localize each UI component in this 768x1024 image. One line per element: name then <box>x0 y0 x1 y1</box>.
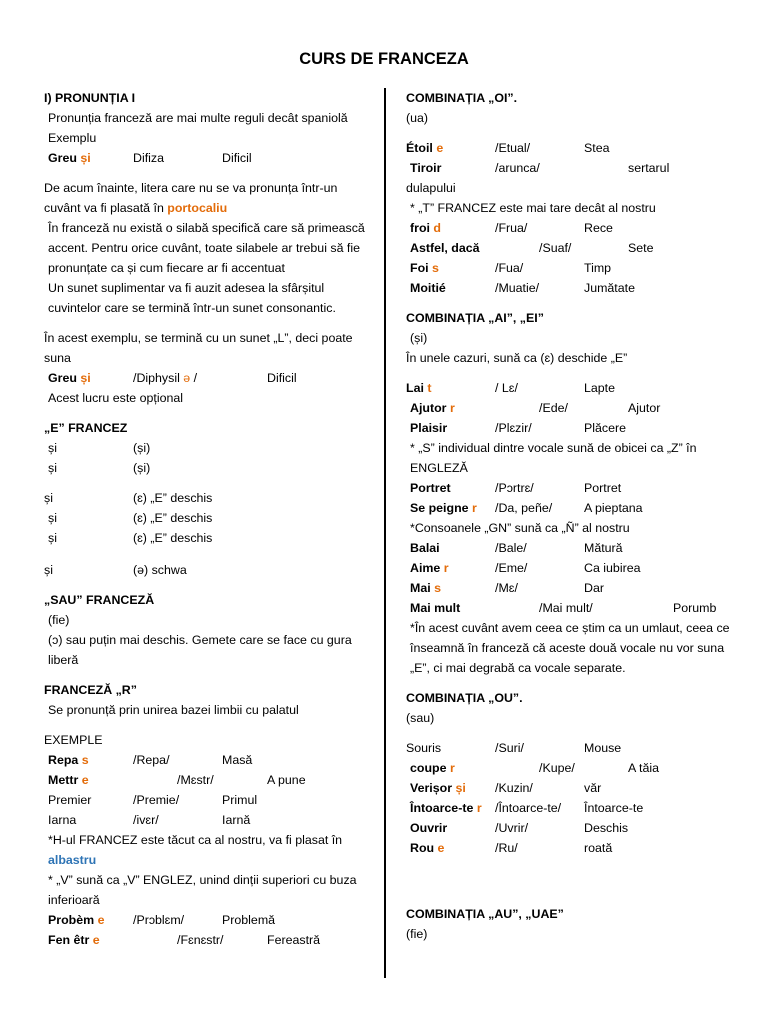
word: Greu <box>48 371 77 385</box>
note: * „S” individual dintre vocale sună de obicei ca „Z” în ENGLEZĂ <box>410 441 697 475</box>
example-row <box>406 218 738 238</box>
paragraph: (sau) <box>406 711 435 725</box>
paragraph: (ɔ) sau puțin mai deschis. Gemete care se face cu gura liberă <box>48 633 352 667</box>
word-cell <box>410 578 441 598</box>
silent-letter: e <box>437 841 445 855</box>
e-sound: (ɛ) „E” deschis <box>133 511 213 525</box>
example-row <box>406 258 738 278</box>
word: Étoil <box>406 141 433 155</box>
pronunciation-cell: /Uvrir/ <box>495 821 529 835</box>
word-cell <box>410 758 455 778</box>
translation-cell: Masă <box>222 753 253 767</box>
silent-letter: s <box>432 261 439 275</box>
word-cell <box>48 368 91 388</box>
note: *În acest cuvânt avem ceea ce știm ca un umlaut, ceea ce înseamnă în franceză că aceste două vocale nu vor suna „E”, ci mai degrabă ca vocale separate. <box>410 621 730 675</box>
section-heading-sau: „SAU” FRANCEZĂ <box>44 593 155 607</box>
example-row <box>406 778 738 798</box>
pronunciation-cell: /Fua/ <box>495 261 524 275</box>
pronunciation-cell: /Frua/ <box>495 221 528 235</box>
word-cell <box>48 930 100 950</box>
translation-cell: Dar <box>584 581 604 595</box>
silent-letter: și <box>80 151 91 165</box>
pronunciation-cell: /Da, peñe/ <box>495 501 553 515</box>
pronunciation-cell: /Etual/ <box>495 141 531 155</box>
silent-letter: și <box>80 371 91 385</box>
word-cell <box>410 558 449 578</box>
example-row <box>44 790 370 810</box>
translation-cell: A pune <box>267 773 306 787</box>
example-row <box>44 368 370 388</box>
translation-cell: Timp <box>584 261 612 275</box>
silent-letter: e <box>81 773 89 787</box>
word-cell <box>410 398 455 418</box>
word: Lai <box>406 381 424 395</box>
word-cell: Astfel, dacă <box>410 241 480 255</box>
pronunciation-cell: /Pɔrtrɛ/ <box>495 481 534 495</box>
wrapped-text: dulapului <box>406 181 456 195</box>
silent-letter: e <box>92 933 100 947</box>
translation-cell: Dificil <box>222 151 252 165</box>
paragraph: În unele cazuri, sună ca (ɛ) deschide „E” <box>406 351 628 365</box>
word-cell: Moitié <box>410 281 446 295</box>
note: *Consoanele „GN” sună ca „Ñ” al nostru <box>410 521 630 535</box>
word-cell: Mai mult <box>410 601 461 615</box>
word: Foi <box>410 261 429 275</box>
silent-letter: t <box>427 381 432 395</box>
silent-letter: și <box>455 781 466 795</box>
example-row <box>406 378 738 398</box>
word-cell <box>410 778 466 798</box>
section-heading-ou: COMBINAȚIA „OU”. <box>406 691 523 705</box>
translation-cell: Porumb <box>673 601 717 615</box>
e-letter: și <box>44 563 53 577</box>
translation-cell: Primul <box>222 793 258 807</box>
translation-cell: sertarul <box>628 161 670 175</box>
word-cell: Iarna <box>48 813 77 827</box>
translation-cell: Rece <box>584 221 613 235</box>
word: Se peigne <box>410 501 469 515</box>
page-title: CURS DE FRANCEZA <box>299 50 469 68</box>
word-cell <box>48 750 89 770</box>
silent-letter: r <box>449 401 455 415</box>
example-row <box>406 158 738 178</box>
section-heading-au: COMBINAȚIA „AU”, „UAE” <box>406 907 564 921</box>
paragraph: Exemplu <box>48 131 97 145</box>
pronunciation-cell: /Kupe/ <box>539 761 575 775</box>
e-sound: (și) <box>133 461 151 475</box>
translation-cell: roată <box>584 841 613 855</box>
pronunciation-cell: /Repa/ <box>133 753 170 767</box>
pronunciation-cell: /Suri/ <box>495 741 524 755</box>
translation-cell: A tăia <box>628 761 660 775</box>
pronunciation-cell: /Mɛstr/ <box>177 773 214 787</box>
translation-cell: Stea <box>584 141 610 155</box>
column-divider <box>384 88 386 978</box>
word-cell: Balai <box>410 541 440 555</box>
word-cell: Souris <box>406 741 442 755</box>
word: Rou <box>410 841 435 855</box>
word: Fen êtr <box>48 933 90 947</box>
translation-cell: Dificil <box>267 371 297 385</box>
paragraph: Pronunția franceză are mai multe reguli decât spaniolă <box>48 111 348 125</box>
pronunciation-part: / <box>190 371 198 385</box>
paragraph: (fie) <box>406 927 428 941</box>
pronunciation-part: /Diphysil <box>133 371 184 385</box>
example-row <box>44 810 370 830</box>
pronunciation-cell: /Întoarce-te/ <box>495 801 562 815</box>
blue-label: albastru <box>48 853 97 867</box>
example-row <box>44 148 370 168</box>
word-cell <box>410 798 482 818</box>
note-v: * „V” sună ca „V” ENGLEZ, unind dinții superiori cu buza inferioară <box>48 873 357 907</box>
section-heading-e: „E” FRANCEZ <box>44 421 128 435</box>
example-row <box>44 750 370 770</box>
example-row <box>406 478 738 498</box>
left-column <box>44 88 370 950</box>
pronunciation-cell: /Plɛzir/ <box>495 421 532 435</box>
pronunciation-cell: /Bale/ <box>495 541 527 555</box>
translation-cell: Ca iubirea <box>584 561 641 575</box>
pronunciation-cell: / Lɛ/ <box>495 381 518 395</box>
silent-letter: s <box>81 753 89 767</box>
orange-label: portocaliu <box>167 201 228 215</box>
example-row <box>406 818 738 838</box>
paragraph: (ua) <box>406 111 429 125</box>
paragraph: În franceză nu există o silabă specifică care să primească accent. Pentru orice cuvânt, toate silabele ar trebui să fie pronunțate ca și cum fiecare ar fi accentuat <box>48 221 365 275</box>
e-sound: (ə) schwa <box>133 563 187 577</box>
e-letter: și <box>48 531 57 545</box>
e-sound: (și) <box>133 441 151 455</box>
silent-letter: r <box>443 561 449 575</box>
word-cell <box>48 910 105 930</box>
e-letter: și <box>48 441 57 455</box>
paragraph: Un sunet suplimentar va fi auzit adesea la sfârșitul cuvintelor care se termină într-un sunet consonantic. <box>48 281 336 315</box>
e-row <box>44 508 370 528</box>
paragraph: Se pronunță prin unirea bazei limbii cu palatul <box>48 703 299 717</box>
note-h <box>44 830 370 870</box>
paragraph <box>44 178 370 218</box>
word-cell: Portret <box>410 481 451 495</box>
word: Verișor <box>410 781 453 795</box>
word: Aime <box>410 561 441 575</box>
examples-heading: EXEMPLE <box>44 733 103 747</box>
pronunciation-cell: /Prɔblɛm/ <box>133 913 185 927</box>
example-row <box>406 598 738 618</box>
note-text: *H-ul FRANCEZ este tăcut ca al nostru, va fi plasat în <box>48 833 343 847</box>
example-row <box>406 798 738 818</box>
right-column <box>406 88 738 944</box>
example-row <box>406 498 738 518</box>
e-row <box>44 438 370 458</box>
translation-cell: văr <box>584 781 602 795</box>
example-row <box>406 578 738 598</box>
paragraph: Acest lucru este opțional <box>48 391 183 405</box>
silent-letter: r <box>476 801 482 815</box>
word: Întoarce-te <box>410 801 474 815</box>
example-row <box>406 278 738 298</box>
e-row <box>44 488 370 508</box>
pronunciation-cell: /Kuzin/ <box>495 781 533 795</box>
translation-cell: A pieptana <box>584 501 643 515</box>
word-cell <box>410 498 477 518</box>
e-letter: și <box>48 511 57 525</box>
paragraph: (și) <box>410 331 428 345</box>
schwa-letter: ə <box>183 371 191 385</box>
translation-cell: Portret <box>584 481 622 495</box>
pronunciation-cell: /Eme/ <box>495 561 528 575</box>
word-cell: Plaisir <box>410 421 448 435</box>
example-row <box>406 138 738 158</box>
translation-cell: Mouse <box>584 741 622 755</box>
silent-letter: s <box>434 581 442 595</box>
word-cell <box>48 770 89 790</box>
pronunciation-cell: /Muatie/ <box>495 281 540 295</box>
word: Greu <box>48 151 77 165</box>
example-row <box>406 418 738 438</box>
section-heading-pronuntia: I) PRONUNȚIA I <box>44 91 136 105</box>
word-cell <box>48 148 91 168</box>
translation-cell: Iarnă <box>222 813 251 827</box>
translation-cell: Lapte <box>584 381 616 395</box>
translation-cell: Plăcere <box>584 421 627 435</box>
pronunciation-cell: Difiza <box>133 151 164 165</box>
note: * „T” FRANCEZ este mai tare decât al nostru <box>410 201 656 215</box>
word-cell: Tiroir <box>410 161 442 175</box>
pronunciation-cell: /Fɛnɛstr/ <box>177 933 224 947</box>
e-sound: (ɛ) „E” deschis <box>133 491 213 505</box>
word: coupe <box>410 761 447 775</box>
translation-cell: Mătură <box>584 541 623 555</box>
paragraph-text: De acum înainte, litera care nu se va pronunța într-un cuvânt va fi plasată în <box>44 181 338 215</box>
example-row <box>44 930 370 950</box>
example-row <box>44 770 370 790</box>
pronunciation-cell: /Mai mult/ <box>539 601 593 615</box>
example-row <box>406 238 738 258</box>
example-row <box>406 538 738 558</box>
word-cell <box>410 258 439 278</box>
paragraph: (fie) <box>48 613 70 627</box>
example-row <box>406 758 738 778</box>
translation-cell: Ajutor <box>628 401 661 415</box>
translation-cell: Fereastră <box>267 933 321 947</box>
e-row <box>44 458 370 478</box>
word-cell <box>406 138 443 158</box>
e-row <box>44 560 370 580</box>
word-cell <box>410 838 444 858</box>
example-row <box>406 558 738 578</box>
word-cell <box>406 378 432 398</box>
word: Repa <box>48 753 79 767</box>
pronunciation-cell: /Suaf/ <box>539 241 572 255</box>
translation-cell: Jumătate <box>584 281 635 295</box>
pronunciation-cell <box>133 368 197 388</box>
pronunciation-cell: /ivɛr/ <box>133 813 159 827</box>
pronunciation-cell: /Premie/ <box>133 793 180 807</box>
e-letter: și <box>48 461 57 475</box>
silent-letter: e <box>97 913 105 927</box>
translation-cell: Întoarce-te <box>584 801 644 815</box>
silent-letter: r <box>471 501 477 515</box>
pronunciation-cell: /Mɛ/ <box>495 581 518 595</box>
example-row <box>406 398 738 418</box>
example-row <box>406 738 738 758</box>
word: Mai <box>410 581 431 595</box>
pronunciation-cell: /arunca/ <box>495 161 540 175</box>
e-row <box>44 528 370 548</box>
word: froi <box>410 221 430 235</box>
word-cell: Ouvrir <box>410 821 448 835</box>
example-row <box>44 910 370 930</box>
paragraph: În acest exemplu, se termină cu un sunet „L”, deci poate suna <box>44 331 353 365</box>
silent-letter: d <box>433 221 441 235</box>
translation-cell: Sete <box>628 241 654 255</box>
section-heading-ai: COMBINAȚIA „AI”, „EI” <box>406 311 544 325</box>
translation-cell: Deschis <box>584 821 629 835</box>
e-letter: și <box>44 491 53 505</box>
pronunciation-cell: /Ru/ <box>495 841 518 855</box>
translation-cell: Problemă <box>222 913 276 927</box>
silent-letter: r <box>449 761 455 775</box>
e-sound: (ɛ) „E” deschis <box>133 531 213 545</box>
section-heading-r: FRANCEZĂ „R” <box>44 683 137 697</box>
word-cell <box>410 218 441 238</box>
word: Ajutor <box>410 401 447 415</box>
word: Mettr <box>48 773 79 787</box>
word: Probèm <box>48 913 95 927</box>
silent-letter: e <box>436 141 444 155</box>
section-heading-oi: COMBINAȚIA „OI”. <box>406 91 518 105</box>
example-row <box>406 838 738 858</box>
pronunciation-cell: /Ede/ <box>539 401 568 415</box>
word-cell: Premier <box>48 793 92 807</box>
